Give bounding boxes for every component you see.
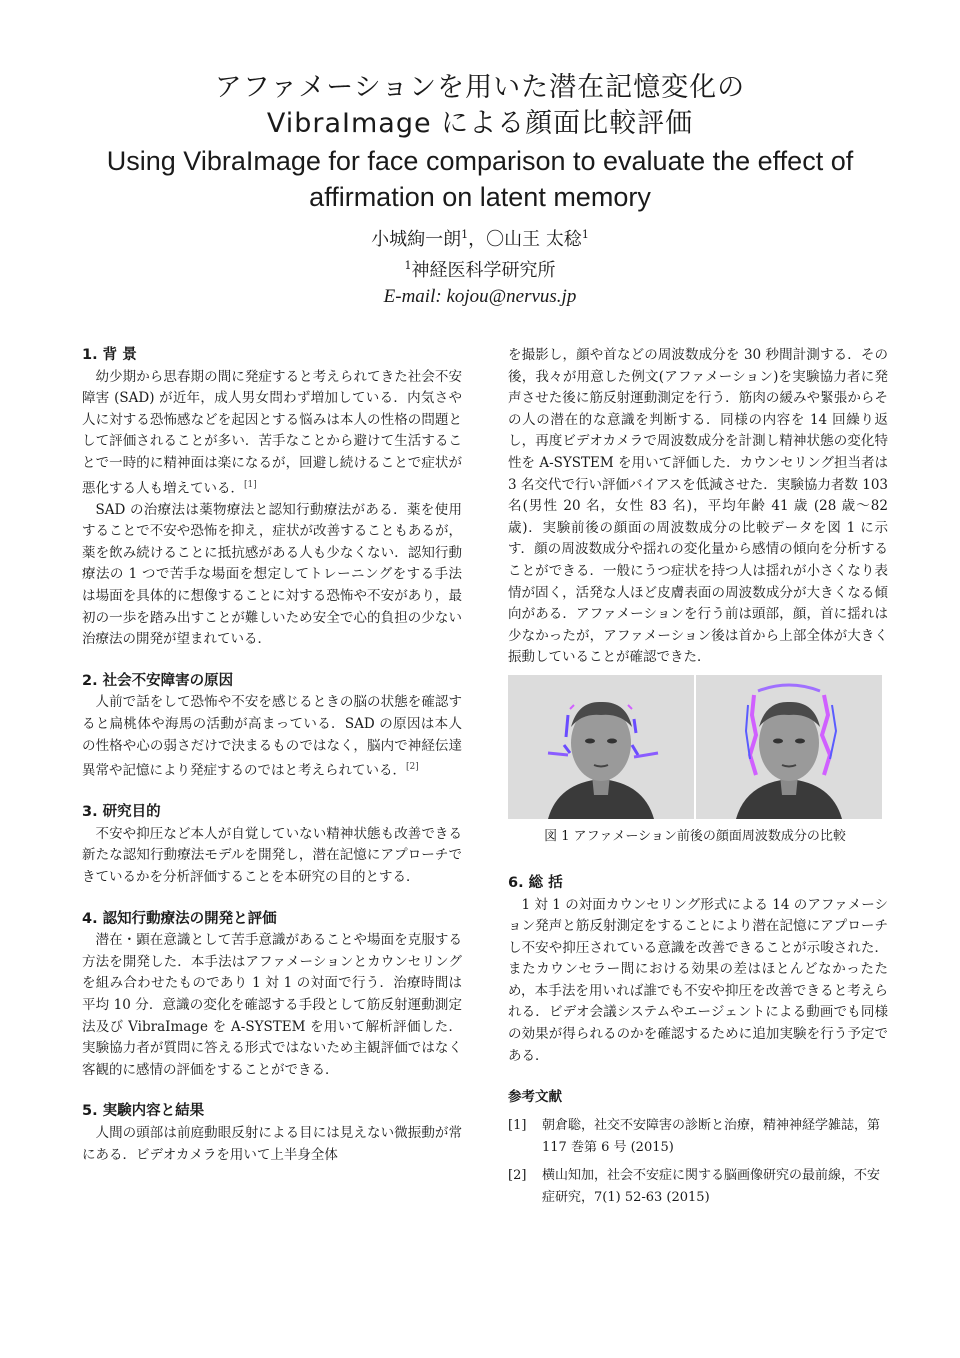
section-summary: [508, 873, 888, 1067]
face-photo-after: [696, 675, 882, 819]
left-column: [82, 345, 462, 1186]
affiliation: [0, 253, 960, 284]
section-heading: 2. 社会不安障害の原因: [82, 672, 234, 689]
author-2: 〇山王 太稔: [486, 229, 582, 250]
reference-number: [2]: [508, 1167, 527, 1183]
reference-text: 朝倉聡，社交不安障害の診断と治療，精神神経学雑誌，第 117 巻第 6 号 (2015): [542, 1117, 881, 1155]
reference-item: [508, 1115, 888, 1159]
title-ja-line1: アファメーションを用いた潜在記憶変化の: [214, 72, 746, 103]
right-column: [508, 345, 888, 1215]
author-2-affil: 1: [581, 228, 589, 241]
affiliation-name: 神経医科学研究所: [411, 260, 556, 281]
title-en-line1: Using VibraImage for face comparison to evaluate the effect of: [106, 146, 854, 176]
reference-number: [1]: [508, 1117, 527, 1133]
section-background: [82, 345, 462, 651]
reference-text: 横山知加，社会不安症に関する脳画像研究の最前線，不安症研究，7(1) 52-63 (2015): [542, 1167, 881, 1205]
paragraph: 幼少期から思春期の間に発症すると考えられてきた社会不安障害 (SAD) が近年，成人男女問わず増加している．内気さや人に対する恐怖感などを起因とする悩みは本人の性格の問題として評価されることが多い．苦手なことから避けて生活することで一時的に精神面は楽になるが，回避し続けることで症状が悪化する人も増えている．[1]: [82, 368, 462, 497]
paragraph: 人前で話をして恐怖や不安を感じるときの脳の状態を確認すると扁桃体や海馬の活動が高まっている．SAD の原因は本人の性格や心の弱さだけで決まるものではなく，脳内で神経伝達異常や記憶により発症するのではと考えられている．[2]: [82, 694, 462, 779]
section-heading: 6. 総 括: [508, 874, 563, 891]
references-heading: 参考文献: [508, 1089, 562, 1106]
section-heading: 5. 実験内容と結果: [82, 1103, 205, 1120]
author-1-affil: 1: [461, 228, 469, 241]
section-method: [82, 909, 462, 1082]
author-1: 小城絢一朗: [371, 229, 462, 250]
section-heading: 1. 背 景: [82, 347, 137, 363]
section-heading: 3. 研究目的: [82, 804, 161, 821]
figure-photos: [508, 675, 882, 819]
face-photo-before: [508, 675, 694, 819]
references: [508, 1087, 888, 1209]
affiliation-sup: 1: [404, 259, 412, 272]
section-cause: [82, 671, 462, 782]
authors: [0, 222, 960, 253]
paragraph-continued: を撮影し，顔や首などの周波数成分を 30 秒間計測する．その後，我々が用意した例文(アファメーション)を実験協力者に発声させた後に筋反射運動測定を行う．筋肉の緩みや緊張からその人の潜在的な意識を判断する．同様の内容を 14 回繰り返し，再度ビデオカメラで周波数成分を計測し精神状態の変化特性を A-SYSTEM を用いて評価した．カウンセリング担当者は 3 名交代で行い評価バイアスを低減させた．実験協力者数 103 名(男性 20 名，女性 83 名)，平均年齢 41 歳 (28 歳～82 歳)．実験前後の顔面の周波数成分の比較データを図 1 に示す．顔の周波数成分や揺れの変化量から感情の傾向を分析することができる．一般にうつ症状を持つ人は揺れが小さくなり表情が固く，活発な人ほど皮膚表面の周波数成分が大きくなる傾向がある．アファメーションを行う前は頭部，顔，首に揺れは少なかったが，アファメーション後は首から上部全体が大きく振動していることが確認できた．: [508, 347, 888, 666]
paragraph: 人間の頭部は前庭動眼反射による目には見えない微振動が常にある．ビデオカメラを用いて上半身全体: [82, 1125, 462, 1163]
section-purpose: [82, 802, 462, 888]
paper-header: [0, 70, 960, 310]
author-separator: ，: [468, 229, 487, 250]
citation-2[interactable]: [2]: [406, 762, 419, 773]
section-experiment: [82, 1101, 462, 1166]
paragraph: SAD の治療法は薬物療法と認知行動療法がある．薬を使用することで不安や恐怖を抑え，症状が改善することもあるが，薬を飲み続けることに抵抗感がある人も少なくない．認知行動療法の 1 つで苦手な場面を想定してトレーニングをする手法は場面を具体的に想像することに対する恐怖や不安があり，最初の一歩を踏み出すことが難しいため安全で心的負担の少ない治療法の開発が望まれている．: [82, 501, 462, 648]
paragraph: 1 対 1 の対面カウンセリング形式による 14 のアファメーション発声と筋反射測定をすることにより潜在記憶にアプローチし不安や抑圧されている意識を改善できることが示唆された．またカウンセラー間における効果の差はほとんどなかったため，本手法を用いれば誰でも不安や抑圧を改善できると考えられる．ビデオ会議システムやエージェントによる動画でも同様の効果が得られるのかを確認するために追加実験を行う予定である．: [508, 896, 888, 1064]
face-before-icon: [508, 675, 694, 819]
reference-item: [508, 1165, 888, 1209]
section-heading: 4. 認知行動療法の開発と評価: [82, 910, 277, 927]
face-after-icon: [696, 675, 882, 819]
title-en-line2: affirmation on latent memory: [309, 182, 651, 212]
figure-caption: 図 1 アファメーション前後の顔面周波数成分の比較: [544, 828, 846, 844]
figure-1: [508, 675, 882, 847]
email[interactable]: E-mail: kojou@nervus.jp: [383, 286, 577, 307]
paragraph: 不安や抑圧など本人が自覚していない精神状態も改善できる新たな認知行動療法モデルを開発し，潜在記憶にアプローチできているかを分析評価することを本研究の目的とする．: [82, 825, 462, 886]
citation-1[interactable]: [1]: [244, 479, 257, 490]
paragraph: 潜在・顕在意識として苦手意識があることや場面を克服する方法を開発した．本手法はアファメーションとカウンセリングを組み合わせたものであり 1 対 1 の対面で行う．治療時間は平均 10 分．意識の変化を確認する手段として筋反射運動測定法及び VibraImage を A-SYSTEM を用いて解析評価した．実験協力者が質問に答える形式ではないため主観評価ではなく客観的に感情の評価をすることができる．: [82, 932, 462, 1078]
title-ja-line2: VibraImage による顔面比較評価: [266, 108, 694, 139]
